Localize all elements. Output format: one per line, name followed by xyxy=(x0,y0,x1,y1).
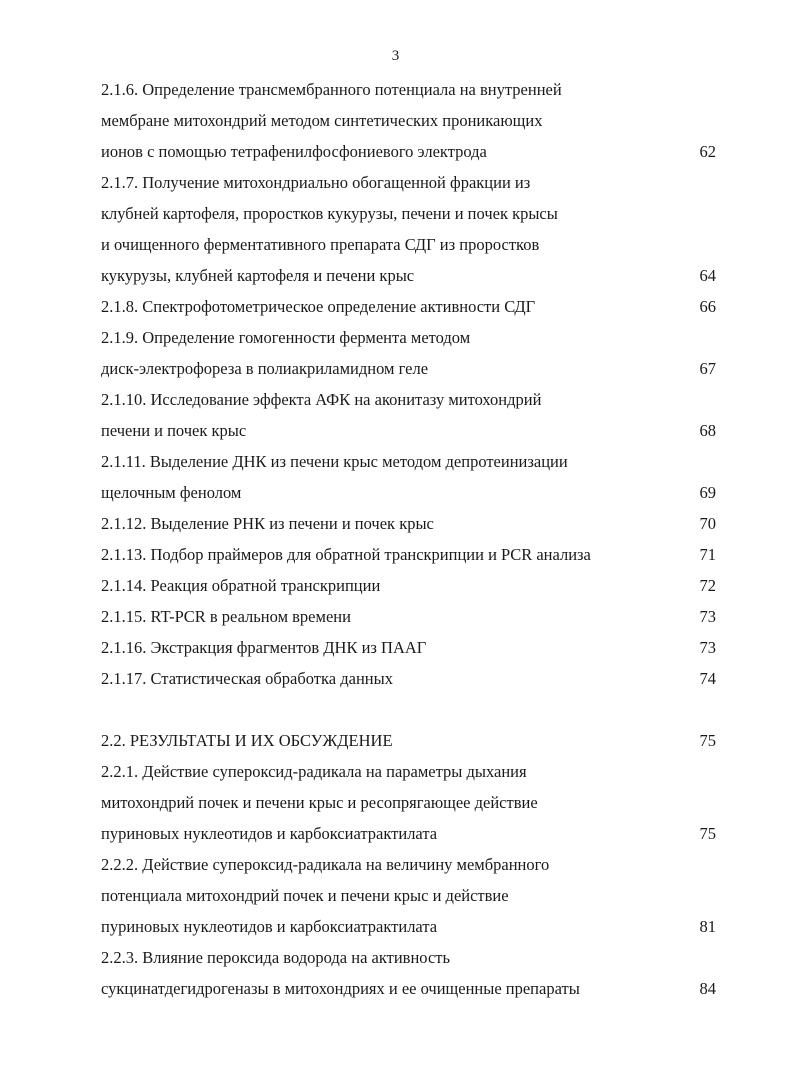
toc-entry-line: 2.1.9. Определение гомогенности фермента методом xyxy=(101,328,471,347)
toc-page-number: 73 xyxy=(699,607,716,626)
toc-page-number: 62 xyxy=(699,142,716,161)
toc-entry-line: и очищенного ферментативного препарата СДГ из проростков xyxy=(101,235,540,254)
toc-entry-line: 2.2.2. Действие супероксид-радикала на величину мембранного xyxy=(101,855,550,874)
toc-page-number: 81 xyxy=(699,917,716,936)
toc-page-number: 75 xyxy=(699,731,716,750)
toc-entry-line: 2.1.17. Статистическая обработка данных xyxy=(101,669,393,688)
toc-entry-line: 2.1.10. Исследование эффекта АФК на аконитазу митохондрий xyxy=(101,390,542,409)
toc-entry xyxy=(101,570,716,601)
toc-entry-line: 2.1.8. Спектрофотометрическое определение активности СДГ xyxy=(101,297,536,316)
toc-entry-line: 2.1.13. Подбор праймеров для обратной транскрипции и PCR анализа xyxy=(101,545,591,564)
toc-page-number: 68 xyxy=(699,421,716,440)
table-of-contents xyxy=(101,74,716,1004)
toc-entry-line: 2.2.1. Действие супероксид-радикала на параметры дыхания xyxy=(101,762,527,781)
toc-entry xyxy=(101,756,716,849)
page-number: 3 xyxy=(391,48,400,64)
toc-entry xyxy=(101,446,716,508)
toc-entry xyxy=(101,167,716,291)
toc-page-number: 70 xyxy=(699,514,716,533)
toc-entry-line: 2.1.11. Выделение ДНК из печени крыс методом депротеинизации xyxy=(101,452,568,471)
toc-entry-line: пуриновых нуклеотидов и карбоксиатрактилата xyxy=(101,917,438,936)
toc-entry xyxy=(101,632,716,663)
toc-page-number: 84 xyxy=(699,979,716,998)
toc-page-number: 71 xyxy=(699,545,716,564)
toc-entry-line: пуриновых нуклеотидов и карбоксиатрактилата xyxy=(101,824,438,843)
toc-entry-line: щелочным фенолом xyxy=(101,483,242,502)
toc-entry xyxy=(101,663,716,694)
toc-entry-line: 2.1.6. Определение трансмембранного потенциала на внутренней xyxy=(101,80,562,99)
toc-page-number: 73 xyxy=(699,638,716,657)
toc-entry xyxy=(101,508,716,539)
toc-entry-line: печени и почек крыс xyxy=(101,421,247,440)
toc-page-number: 66 xyxy=(699,297,716,316)
section-gap xyxy=(101,694,716,725)
toc-entry-line: 2.2. РЕЗУЛЬТАТЫ И ИХ ОБСУЖДЕНИЕ xyxy=(101,731,393,750)
toc-entry-line: 2.2.3. Влияние пероксида водорода на активность xyxy=(101,948,451,967)
toc-entry xyxy=(101,942,716,1004)
toc-page-number: 64 xyxy=(699,266,716,285)
toc-entry-line: сукцинатдегидрогеназы в митохондриях и ее очищенные препараты xyxy=(101,979,580,998)
toc-entry xyxy=(101,322,716,384)
toc-entry-line: клубней картофеля, проростков кукурузы, печени и почек крысы xyxy=(101,204,558,223)
toc-entry-line: 2.1.7. Получение митохондриально обогащенной фракции из xyxy=(101,173,531,192)
toc-entry-line: потенциала митохондрий почек и печени крыс и действие xyxy=(101,886,509,905)
toc-entry-line: мембране митохондрий методом синтетических проникающих xyxy=(101,111,543,130)
toc-entry xyxy=(101,601,716,632)
toc-entry xyxy=(101,849,716,942)
toc-entry xyxy=(101,539,716,570)
toc-entry xyxy=(101,384,716,446)
toc-entry xyxy=(101,291,716,322)
toc-page-number: 75 xyxy=(699,824,716,843)
toc-page-number: 67 xyxy=(699,359,716,378)
toc-entry-line: диск-электрофореза в полиакриламидном геле xyxy=(101,359,429,378)
toc-entry-line: 2.1.16. Экстракция фрагментов ДНК из ПААГ xyxy=(101,638,427,657)
toc-entry-line: 2.1.14. Реакция обратной транскрипции xyxy=(101,576,381,595)
toc-page-number: 69 xyxy=(699,483,716,502)
toc-entry xyxy=(101,74,716,167)
toc-page-number: 74 xyxy=(699,669,716,688)
toc-entry-line: кукурузы, клубней картофеля и печени крыс xyxy=(101,266,415,285)
toc-page-number: 72 xyxy=(699,576,716,595)
toc-entry-line: 2.1.12. Выделение РНК из печени и почек крыс xyxy=(101,514,434,533)
toc-entry-line: митохондрий почек и печени крыс и ресопрягающее действие xyxy=(101,793,538,812)
toc-entry xyxy=(101,725,716,756)
toc-entry-line: 2.1.15. RT-PCR в реальном времени xyxy=(101,607,351,626)
toc-entry-line: ионов с помощью тетрафенилфосфониевого электрода xyxy=(101,142,487,161)
